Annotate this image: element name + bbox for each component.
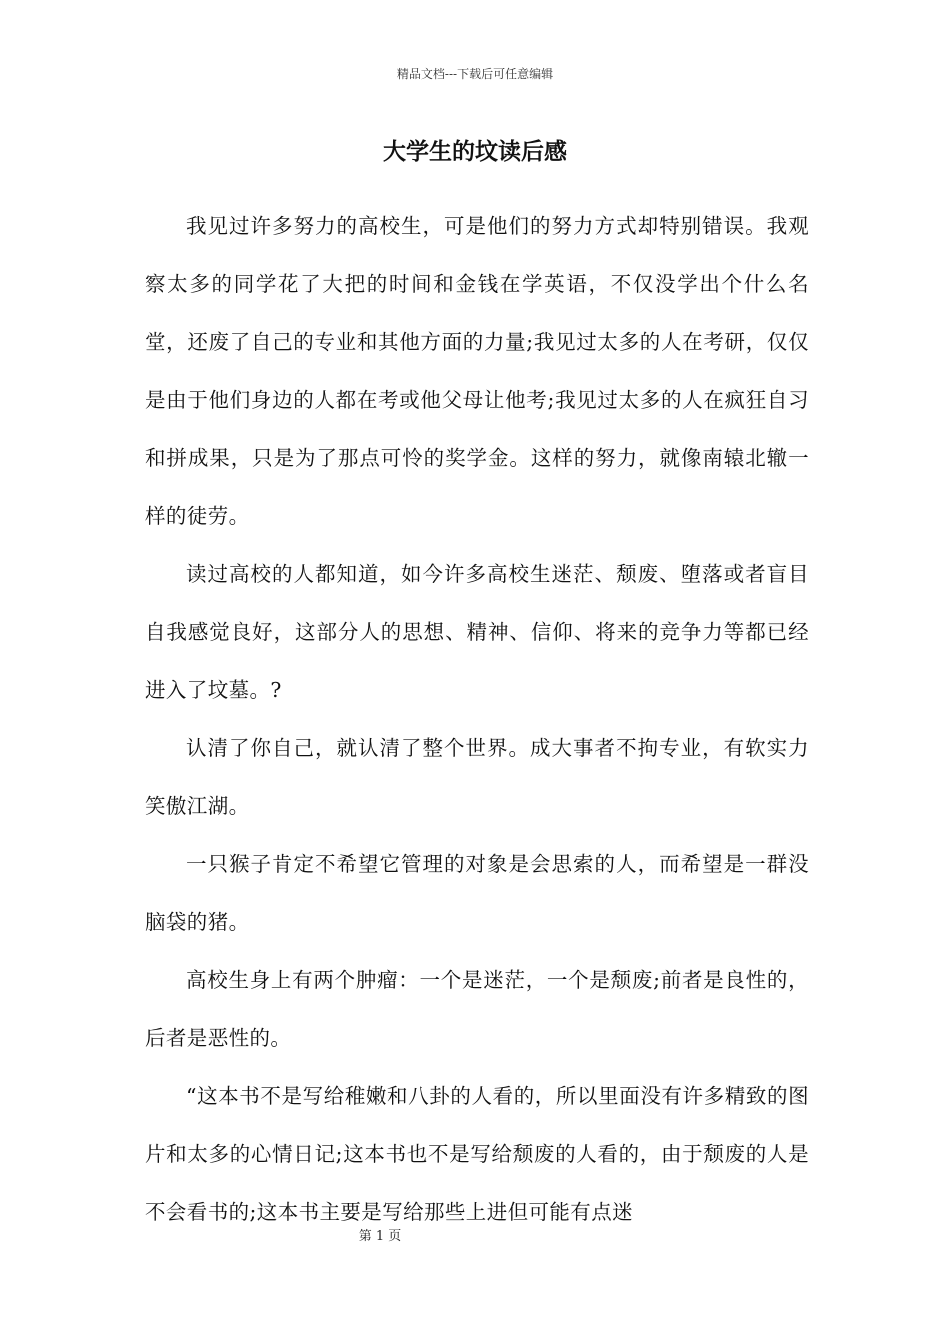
- page-header: 精品文档---下载后可任意编辑: [396, 67, 554, 81]
- paragraph-1: 我见过许多努力的高校生，可是他们的努力方式却特别错误。我观察太多的同学花了大把的时间和金钱在学英语，不仅没学出个什么名堂，还废了自己的专业和其他方面的力量;我见过太多的人在考研，仅仅是由于他们身边的人都在考或他父母让他考;我见过太多的人在疯狂自习和拼成果，只是为了那点可怜的奖学金。这样的努力，就像南辕北辙一样的徒劳。: [145, 214, 809, 528]
- paragraph-5: 高校生身上有两个肿瘤：一个是迷茫，一个是颓废;前者是良性的，后者是恶性的。: [145, 968, 809, 1050]
- paragraph-3: 认清了你自己，就认清了整个世界。成大事者不拘专业，有软实力笑傲江湖。: [145, 736, 809, 818]
- paragraph-6: “这本书不是写给稚嫩和八卦的人看的，所以里面没有许多精致的图片和太多的心情日记;这本书也不是写给颓废的人看的，由于颓废的人是不会看书的;这本书主要是写给那些上进但可能有点迷: [145, 1084, 809, 1224]
- document-body: [145, 197, 809, 1241]
- paragraph-4: 一只猴子肯定不希望它管理的对象是会思索的人，而希望是一群没脑袋的猪。: [145, 852, 809, 934]
- document-title: 大学生的坟读后感: [383, 138, 567, 165]
- paragraph-2: 读过高校的人都知道，如今许多高校生迷茫、颓废、堕落或者盲目自我感觉良好，这部分人的思想、精神、信仰、将来的竞争力等都已经进入了坟墓。?: [145, 562, 809, 702]
- page-number-footer: 第 1 页: [358, 1229, 402, 1244]
